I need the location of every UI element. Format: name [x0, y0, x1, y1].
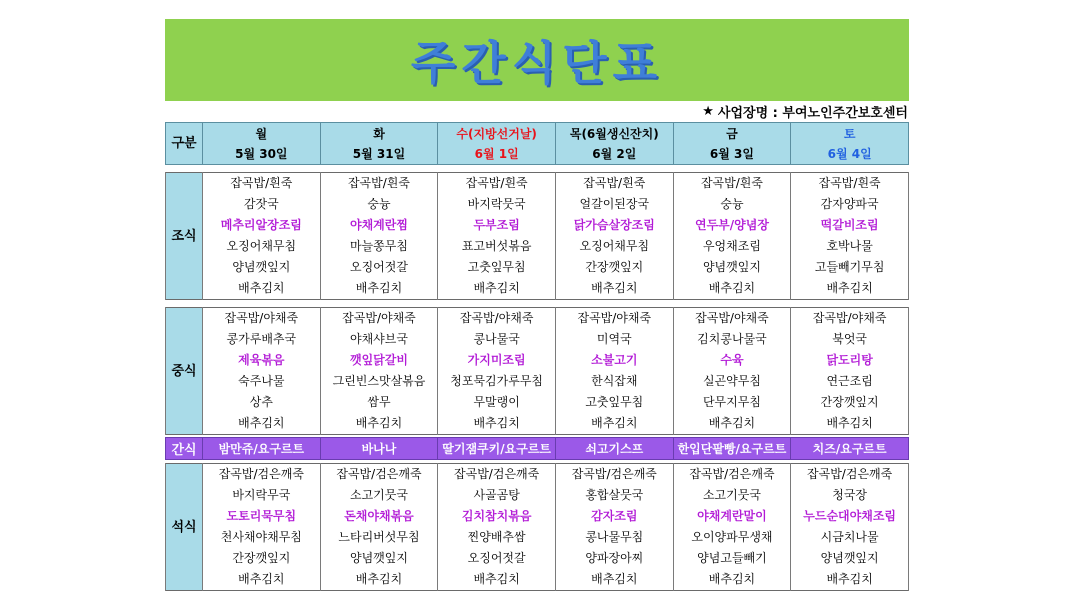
menu-item: 시금치나물: [791, 527, 909, 548]
menu-item: 잡곡밥/흰죽: [203, 173, 321, 195]
menu-item: 제육볶음: [203, 350, 321, 371]
menu-item: 소불고기: [555, 350, 673, 371]
header-row: [166, 123, 909, 165]
menu-item: 숭늉: [320, 194, 438, 215]
menu-item: 콩나물국: [438, 329, 556, 350]
snack-table: [165, 437, 909, 460]
menu-item: 배추김치: [673, 278, 791, 300]
day-date: 6월 2일: [592, 146, 637, 161]
menu-item: 연두부/양념장: [673, 215, 791, 236]
menu-item: 오이양파무생채: [673, 527, 791, 548]
menu-item: 배추김치: [203, 569, 321, 591]
header-day-mon: [203, 123, 321, 165]
menu-item: 실곤약무침: [673, 371, 791, 392]
menu-row: [166, 278, 909, 300]
menu-item: 콩나물무침: [555, 527, 673, 548]
breakfast-table: [165, 172, 909, 300]
day-name: 수(지방선거날): [456, 126, 537, 141]
menu-item: 양념깻잎지: [673, 257, 791, 278]
menu-item: 배추김치: [320, 413, 438, 435]
menu-item: 돈채야채볶음: [320, 506, 438, 527]
menu-item: 배추김치: [438, 569, 556, 591]
menu-item: 오징어채무침: [203, 236, 321, 257]
menu-item: 잡곡밥/흰죽: [555, 173, 673, 195]
menu-item: 배추김치: [791, 278, 909, 300]
menu-item: 콩가루배추국: [203, 329, 321, 350]
menu-item: 깻잎닭갈비: [320, 350, 438, 371]
menu-item: 양념고들빼기: [673, 548, 791, 569]
menu-item: 감자조림: [555, 506, 673, 527]
menu-row: [166, 569, 909, 591]
menu-item: 배추김치: [555, 278, 673, 300]
menu-item: 간장깻잎지: [203, 548, 321, 569]
menu-row: [166, 548, 909, 569]
menu-item: 표고버섯볶음: [438, 236, 556, 257]
menu-item: 단무지무침: [673, 392, 791, 413]
header-day-fri: [673, 123, 791, 165]
menu-row: [166, 329, 909, 350]
menu-item: 배추김치: [555, 413, 673, 435]
menu-item: 양념깻잎지: [320, 548, 438, 569]
menu-item: 고들빼기무침: [791, 257, 909, 278]
menu-item: 두부조림: [438, 215, 556, 236]
snack-item: 딸기잼쿠키/요구르트: [438, 438, 556, 460]
snack-item: 바나나: [320, 438, 438, 460]
menu-item: 마늘쫑무침: [320, 236, 438, 257]
menu-item: 감자양파국: [791, 194, 909, 215]
header-table: [165, 122, 909, 165]
menu-item: 우엉채조림: [673, 236, 791, 257]
menu-item: 떡갈비조림: [791, 215, 909, 236]
snack-item: 쇠고기스프: [555, 438, 673, 460]
menu-item: 수육: [673, 350, 791, 371]
menu-item: 감잣국: [203, 194, 321, 215]
menu-item: 김치콩나물국: [673, 329, 791, 350]
menu-item: 김치참치볶음: [438, 506, 556, 527]
day-name: 토: [843, 126, 856, 141]
menu-item: 고춧잎무침: [438, 257, 556, 278]
day-name: 금: [726, 126, 738, 141]
snack-item: 치즈/요구르트: [791, 438, 909, 460]
menu-item: 닭가슴살장조림: [555, 215, 673, 236]
menu-item: 배추김치: [673, 413, 791, 435]
menu-row: [166, 371, 909, 392]
header-day-tue: [320, 123, 438, 165]
menu-item: 야채샤브국: [320, 329, 438, 350]
menu-item: 무말랭이: [438, 392, 556, 413]
menu-row: [166, 173, 909, 195]
menu-item: 간장깻잎지: [791, 392, 909, 413]
menu-row: [166, 257, 909, 278]
menu-item: 북엇국: [791, 329, 909, 350]
day-name: 화: [373, 126, 385, 141]
menu-item: 누드순대야채조림: [791, 506, 909, 527]
menu-item: 잡곡밥/야채죽: [791, 308, 909, 330]
snack-item: 밤만쥬/요구르트: [203, 438, 321, 460]
menu-item: 청포묵김가루무침: [438, 371, 556, 392]
page-title: 주간식단표: [410, 36, 664, 90]
menu-item: 잡곡밥/야채죽: [555, 308, 673, 330]
menu-item: 잡곡밥/검은깨죽: [203, 464, 321, 486]
menu-item: 양념깻잎지: [203, 257, 321, 278]
menu-item: 잡곡밥/검은깨죽: [555, 464, 673, 486]
menu-row: [166, 485, 909, 506]
lunch-label: 중식: [166, 308, 203, 435]
menu-item: 호박나물: [791, 236, 909, 257]
title-banner: [165, 19, 909, 101]
menu-item: 숭늉: [673, 194, 791, 215]
menu-item: 잡곡밥/흰죽: [438, 173, 556, 195]
menu-item: 메추리알장조림: [203, 215, 321, 236]
header-day-wed: [438, 123, 556, 165]
menu-item: 배추김치: [438, 278, 556, 300]
menu-item: 얼갈이된장국: [555, 194, 673, 215]
menu-item: 청국장: [791, 485, 909, 506]
menu-row: [166, 350, 909, 371]
menu-item: 바지락무국: [203, 485, 321, 506]
dinner-label: 석식: [166, 464, 203, 591]
menu-item: 배추김치: [555, 569, 673, 591]
day-date: 6월 4일: [827, 146, 872, 161]
menu-item: 잡곡밥/야채죽: [203, 308, 321, 330]
day-date: 6월 3일: [709, 146, 754, 161]
snack-row: [166, 438, 909, 460]
menu-item: 배추김치: [320, 569, 438, 591]
menu-item: 잡곡밥/흰죽: [320, 173, 438, 195]
lunch-table: [165, 307, 909, 435]
menu-item: 한식잡채: [555, 371, 673, 392]
menu-row: [166, 413, 909, 435]
menu-row: [166, 215, 909, 236]
org-line: [702, 101, 908, 121]
header-day-thu: [555, 123, 673, 165]
menu-item: 배추김치: [673, 569, 791, 591]
menu-item: 잡곡밥/검은깨죽: [438, 464, 556, 486]
day-date: 5월 31일: [352, 146, 406, 161]
menu-item: 가지미조림: [438, 350, 556, 371]
day-date: 5월 30일: [235, 146, 288, 161]
menu-item: 천사채야채무침: [203, 527, 321, 548]
menu-item: 상추: [203, 392, 321, 413]
menu-item: 홍합살뭇국: [555, 485, 673, 506]
menu-item: 도토리묵무침: [203, 506, 321, 527]
menu-row: [166, 308, 909, 330]
menu-item: 잡곡밥/흰죽: [791, 173, 909, 195]
org-name: 사업장명 : 부여노인주간보호센터: [717, 105, 908, 121]
menu-item: 배추김치: [320, 278, 438, 300]
menu-item: 잡곡밥/검은깨죽: [320, 464, 438, 486]
menu-item: 오징어젓갈: [320, 257, 438, 278]
menu-item: 느타리버섯무침: [320, 527, 438, 548]
breakfast-label: 조식: [166, 173, 203, 300]
menu-item: 연근조림: [791, 371, 909, 392]
menu-item: 오징어젓갈: [438, 548, 556, 569]
menu-item: 잡곡밥/야채죽: [320, 308, 438, 330]
menu-item: 양파장아찌: [555, 548, 673, 569]
menu-item: 소고기뭇국: [320, 485, 438, 506]
menu-item: 잡곡밥/야채죽: [673, 308, 791, 330]
snack-label: 간식: [166, 438, 203, 460]
dinner-table: [165, 463, 909, 591]
menu-item: 잡곡밥/검은깨죽: [791, 464, 909, 486]
day-name: 목(6월생신잔치): [569, 126, 659, 141]
menu-item: 배추김치: [791, 413, 909, 435]
menu-row: [166, 194, 909, 215]
header-label: 구분: [166, 123, 203, 165]
menu-item: 간장깻잎지: [555, 257, 673, 278]
menu-item: 바지락뭇국: [438, 194, 556, 215]
menu-row: [166, 527, 909, 548]
menu-item: 고춧잎무침: [555, 392, 673, 413]
menu-item: 숙주나물: [203, 371, 321, 392]
menu-row: [166, 506, 909, 527]
menu-item: 잡곡밥/검은깨죽: [673, 464, 791, 486]
menu-item: 찐양배추쌈: [438, 527, 556, 548]
menu-row: [166, 464, 909, 486]
day-name: 월: [255, 126, 268, 141]
menu-item: 소고기뭇국: [673, 485, 791, 506]
menu-item: 양념깻잎지: [791, 548, 909, 569]
menu-item: 배추김치: [203, 413, 321, 435]
snack-item: 한입단팥빵/요구르트: [673, 438, 791, 460]
day-date: 6월 1일: [474, 146, 519, 161]
menu-item: 잡곡밥/야채죽: [438, 308, 556, 330]
header-day-sat: [791, 123, 909, 165]
star-icon: ★: [702, 103, 714, 119]
menu-row: [166, 392, 909, 413]
menu-item: 오징어채무침: [555, 236, 673, 257]
menu-item: 배추김치: [203, 278, 321, 300]
menu-item: 야채계란찜: [320, 215, 438, 236]
menu-item: 배추김치: [791, 569, 909, 591]
menu-item: 그린빈스맛살볶음: [320, 371, 438, 392]
menu-item: 쌈무: [320, 392, 438, 413]
menu-item: 닭도리탕: [791, 350, 909, 371]
menu-item: 야채계란말이: [673, 506, 791, 527]
menu-item: 사골곰탕: [438, 485, 556, 506]
menu-row: [166, 236, 909, 257]
menu-item: 잡곡밥/흰죽: [673, 173, 791, 195]
menu-item: 배추김치: [438, 413, 556, 435]
menu-item: 미역국: [555, 329, 673, 350]
